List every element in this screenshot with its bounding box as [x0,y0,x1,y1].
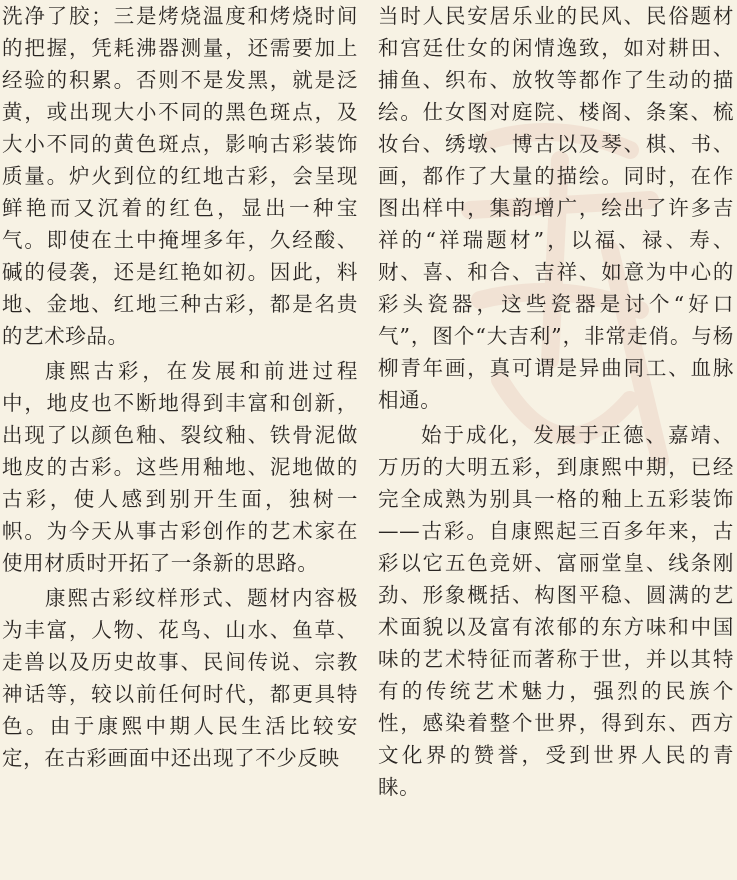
paragraph: 当时人民安居乐业的民风、民俗题材和宫廷仕女的闲情逸致，如对耕田、捕鱼、织布、放牧等都作了生动的描绘。仕女图对庭院、楼阁、条案、梳妆台、绣墩、博古以及琴、棋、书、画，都作了大量的描绘。同时，在作图出样中，集韵增广，绘出了许多吉祥的“祥瑞题材”，以福、禄、寿、财、喜、和合、吉祥、如意为中心的彩头瓷器，这些瓷器是讨个“好口气”，图个“大吉利”，非常走俏。与杨柳青年画，真可谓是异曲同工、血脉相通。 [378,4,734,412]
paragraph: 始于成化，发展于正德、嘉靖、万历的大明五彩，到康熙中期，已经完全成熟为别具一格的釉上五彩装饰——古彩。自康熙起三百多年来，古彩以它五色竞妍、富丽堂皇、线条刚劲、形象概括、构图平稳、圆满的艺术面貌以及富有浓郁的东方味和中国味的艺术特征而著称于世，并以其特有的传统艺术魅力，强烈的民族个性，感染着整个世界，得到东、西方文化界的赞誉，受到世界人民的青睐。 [378,423,734,799]
paragraph: 洗净了胶；三是烤烧温度和烤烧时间的把握，凭耗沸器测量，还需要加上经验的积累。否则不是发黑，就是泛黄，或出现大小不同的黑色斑点，及大小不同的黄色斑点，影响古彩装饰质量。炉火到位的红地古彩，会呈现鲜艳而又沉着的红色，显出一种宝气。即使在土中掩埋多年，久经酸、碱的侵袭，还是红艳如初。因此，料地、金地、红地三种古彩，都是名贵的艺术珍品。 [2,4,358,348]
paragraph: 康熙古彩，在发展和前进过程中，地皮也不断地得到丰富和创新，出现了以颜色釉、裂纹釉、铁骨泥做地皮的古彩。这些用釉地、泥地做的古彩，使人感到别开生面，独树一帜。为今天从事古彩创作的艺术家在使用材质时开拓了一条新的思路。 [2,359,358,575]
right-column [378,0,734,803]
left-column [2,0,358,774]
paragraph: 康熙古彩纹样形式、题材内容极为丰富，人物、花鸟、山水、鱼草、走兽以及历史故事、民间传说、宗教神话等，较以前任何时代，都更具特色。由于康熙中期人民生活比较安定，在古彩画面中还出现了不少反映 [2,586,358,770]
